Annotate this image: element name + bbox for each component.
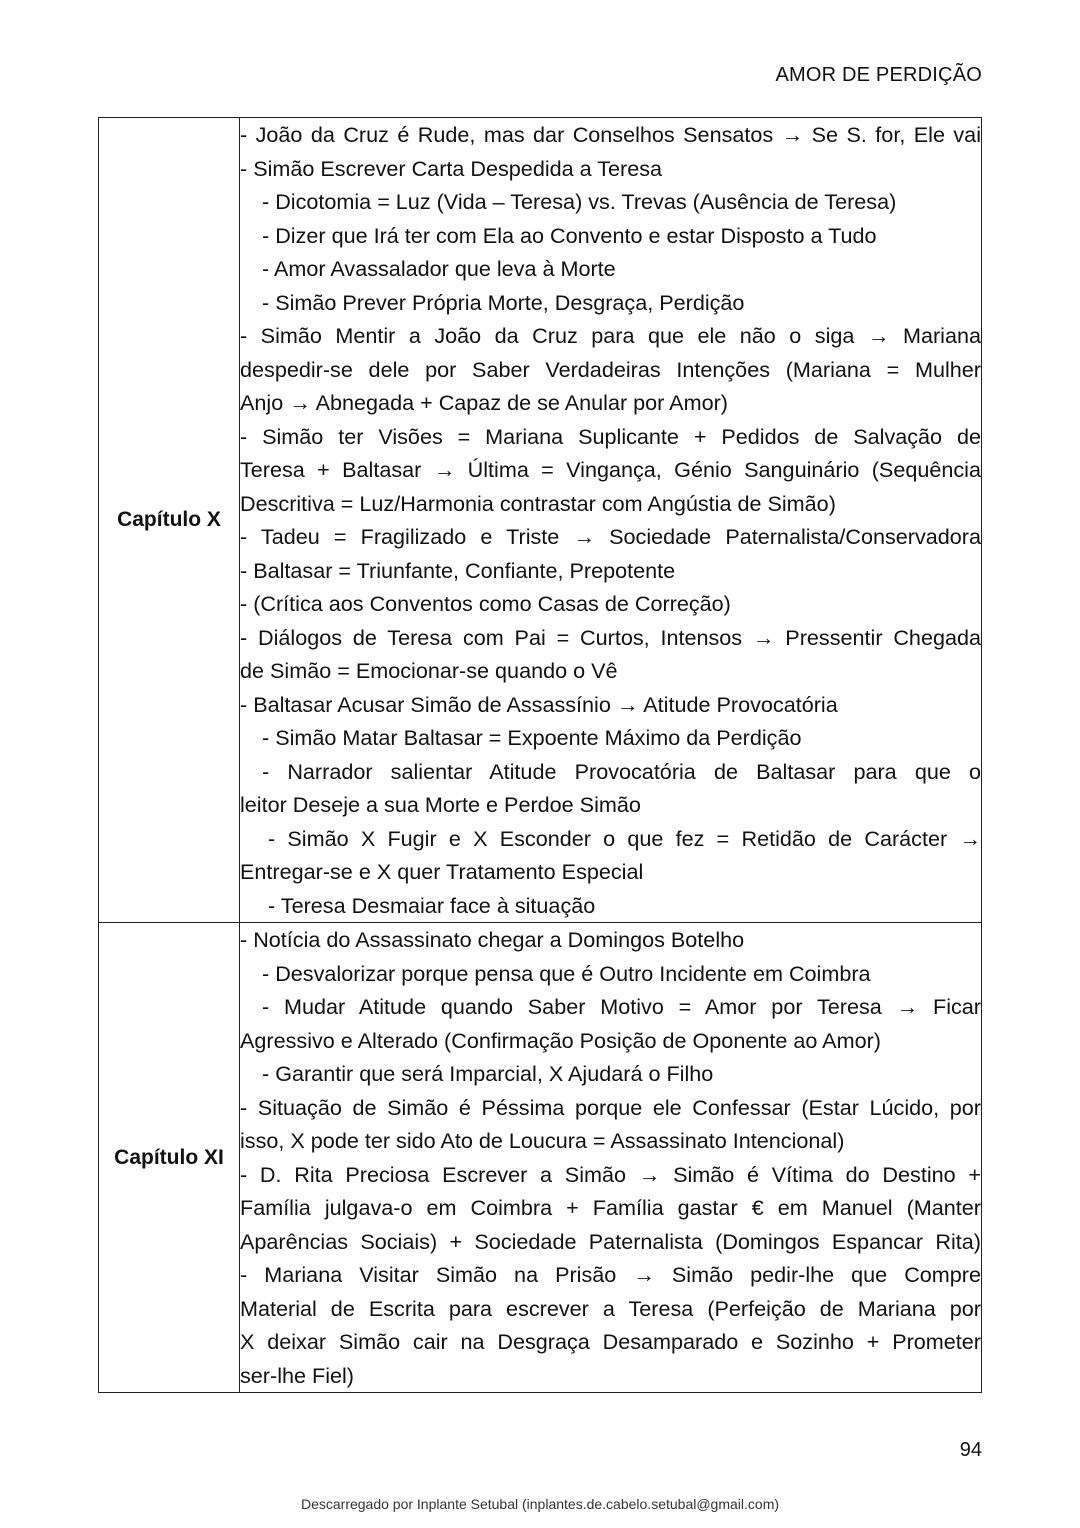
note-line: - (Crítica aos Conventos como Casas de Correção) (240, 591, 731, 616)
note-line: - Narrador salientar Atitude Provocatória de Baltasar para que o (262, 758, 981, 784)
note-line: leitor Deseje a sua Morte e Perdoe Simão (240, 792, 641, 817)
note-line: - Dicotomia = Luz (Vida – Teresa) vs. Trevas (Ausência de Teresa) (262, 189, 897, 214)
table-row-chapter-x (99, 118, 982, 923)
note-line: despedir-se dele por Saber Verdadeiras Intenções (Mariana = Mulher (240, 356, 981, 382)
chapter-notes (240, 118, 982, 923)
note-line: Descritiva = Luz/Harmonia contrastar com Angústia de Simão) (240, 490, 836, 516)
note-line: - Situação de Simão é Péssima porque ele Confessar (Estar Lúcido, por (240, 1094, 981, 1120)
note-line: Anjo → Abnegada + Capaz de se Anular por Amor) (240, 390, 728, 415)
note-line: - Simão ter Visões = Mariana Suplicante + Pedidos de Salvação de (240, 423, 981, 449)
note-line: - D. Rita Preciosa Escrever a Simão → Simão é Vítima do Destino + (240, 1161, 981, 1187)
note-line: - Desvalorizar porque pensa que é Outro Incidente em Coimbra (262, 960, 871, 986)
note-line: Entregar-se e X quer Tratamento Especial (240, 859, 644, 884)
chapter-notes (240, 923, 982, 1393)
page-number: 94 (959, 1439, 982, 1461)
note-line: - Simão Prever Própria Morte, Desgraça, Perdição (262, 289, 745, 315)
note-line: - Simão Matar Baltasar = Expoente Máximo da Perdição (262, 725, 802, 750)
note-line: Agressivo e Alterado (Confirmação Posição de Oponente ao Amor) (240, 1027, 881, 1053)
table-row-chapter-xi (99, 923, 982, 1393)
note-line: X deixar Simão cair na Desgraça Desamparado e Sozinho + Prometer (240, 1329, 981, 1354)
note-line: - Garantir que será Imparcial, X Ajudará o Filho (262, 1061, 714, 1086)
note-line: - Simão Mentir a João da Cruz para que ele não o siga → Mariana (240, 323, 981, 348)
note-line: - Mariana Visitar Simão na Prisão → Simão pedir-lhe que Compre (240, 1262, 981, 1287)
chapter-label: Capítulo X (99, 118, 240, 923)
note-line: - Mudar Atitude quando Saber Motivo = Amor por Teresa → Ficar (262, 994, 981, 1019)
note-line: Família julgava-o em Coimbra + Família gastar € em Manuel (Manter (240, 1195, 981, 1220)
note-line: Material de Escrita para escrever a Teresa (Perfeição de Mariana por (240, 1295, 981, 1321)
note-line: - Dizer que Irá ter com Ela ao Convento e estar Disposto a Tudo (262, 222, 877, 248)
note-line: ser-lhe Fiel) (240, 1362, 354, 1388)
download-notice: Descarregado por Inplante Setubal (inplantes.de.cabelo.setubal@gmail.com) (300, 1496, 780, 1512)
note-line: - Amor Avassalador que leva à Morte (262, 256, 616, 281)
note-line: Teresa + Baltasar → Última = Vingança, Génio Sanguinário (Sequência (240, 457, 981, 482)
note-line: Aparências Sociais) + Sociedade Paternalista (Domingos Espancar Rita) (240, 1228, 981, 1254)
note-line: - Notícia do Assassinato chegar a Domingos Botelho (240, 927, 745, 952)
note-line: - João da Cruz é Rude, mas dar Conselhos Sensatos → Se S. for, Ele vai (240, 122, 981, 147)
note-line: - Diálogos de Teresa com Pai = Curtos, Intensos → Pressentir Chegada (240, 624, 981, 650)
note-line: de Simão = Emocionar-se quando o Vê (240, 658, 618, 683)
note-line: - Tadeu = Fragilizado e Triste → Sociedade Paternalista/Conservadora (240, 524, 981, 549)
note-line: isso, X pode ter sido Ato de Loucura = Assassinato Intencional) (240, 1128, 845, 1153)
chapter-notes-table (98, 117, 982, 1393)
note-line: - Baltasar Acusar Simão de Assassínio → Atitude Provocatória (240, 691, 838, 717)
chapter-label: Capítulo XI (99, 923, 240, 1393)
note-line: - Simão Escrever Carta Despedida a Teresa (240, 155, 663, 181)
running-header-title: AMOR DE PERDIÇÃO (775, 64, 982, 86)
note-line: - Teresa Desmaiar face à situação (268, 892, 596, 918)
note-line: - Simão X Fugir e X Esconder o que fez = Retidão de Carácter → (268, 825, 981, 851)
note-line: - Baltasar = Triunfante, Confiante, Prepotente (240, 557, 676, 583)
